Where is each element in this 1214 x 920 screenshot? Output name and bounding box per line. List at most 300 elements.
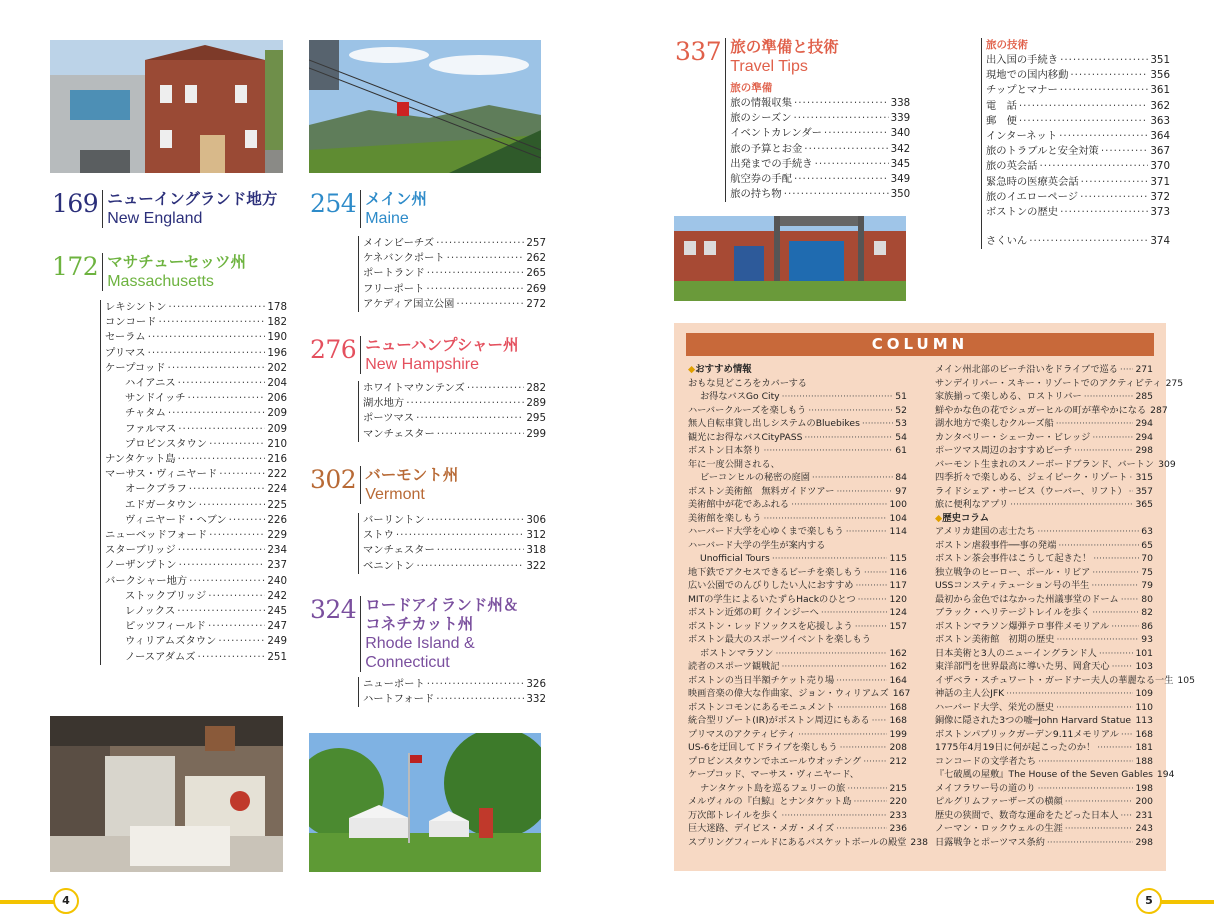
section-title-en: Travel Tips: [730, 58, 808, 75]
column-row[interactable]: [688, 809, 907, 823]
toc-row[interactable]: [105, 528, 287, 543]
column-row[interactable]: [935, 444, 1153, 458]
row-page: 110: [1135, 701, 1153, 713]
toc-row[interactable]: [363, 297, 546, 312]
toc-row[interactable]: [105, 376, 287, 391]
leader-dots: [1080, 190, 1148, 205]
photo-nh-museum: [50, 716, 283, 872]
row-label: ホワイトマウンテンズ: [363, 382, 465, 394]
visitor-center-gate-photo: [674, 216, 906, 301]
row-page: 339: [890, 112, 911, 125]
column-row[interactable]: [688, 660, 907, 674]
row-page: 51: [895, 391, 907, 402]
section-travel-tips: [675, 38, 910, 202]
leader-dots: [1101, 144, 1148, 159]
toc-row[interactable]: [105, 619, 287, 634]
row-page: 224: [267, 483, 287, 496]
toc-row[interactable]: [105, 437, 287, 452]
leader-dots: [208, 589, 265, 604]
row-label: ライドシェア・サービス（ウーバー、リフト）: [935, 485, 1127, 497]
page-number-left: 4: [53, 888, 79, 914]
row-page: 212: [889, 755, 907, 767]
row-page: 52: [895, 404, 907, 416]
toc-row[interactable]: [363, 528, 546, 543]
row-label: チャタム: [125, 407, 166, 420]
toc-row[interactable]: [363, 559, 546, 574]
row-page: 236: [889, 823, 907, 834]
row-label: サンドイッチ: [125, 392, 186, 405]
column-row[interactable]: [935, 539, 1153, 553]
column-row[interactable]: [935, 485, 1153, 499]
column-row[interactable]: [935, 755, 1153, 769]
row-page: 309: [1158, 458, 1176, 470]
section-title-jp: コネチカット州: [365, 615, 474, 633]
toc-row[interactable]: [105, 422, 287, 437]
toc-row[interactable]: [363, 266, 546, 281]
column-row[interactable]: [935, 809, 1153, 823]
leader-dots: [406, 396, 524, 411]
column-row[interactable]: [935, 579, 1153, 593]
leader-dots: [416, 411, 524, 426]
row-label: スプリングフィールドにあるバスケットボールの殿堂: [688, 836, 907, 848]
row-page: 240: [267, 574, 287, 587]
row-page: 340: [890, 127, 911, 140]
leader-dots: [1121, 593, 1140, 607]
leader-dots: [148, 346, 266, 361]
leader-dots: [1006, 687, 1133, 701]
row-page: 294: [1135, 431, 1153, 443]
toc-row[interactable]: [363, 427, 546, 442]
toc-row[interactable]: [105, 498, 287, 513]
column-row[interactable]: [688, 795, 907, 809]
section-title-jp: バーモント州: [365, 466, 459, 484]
row-label: ボストンの歴史: [986, 206, 1059, 219]
row-page: 80: [1141, 593, 1153, 605]
toc-row[interactable]: [986, 53, 1170, 68]
column-row[interactable]: [935, 687, 1153, 701]
toc-row[interactable]: [986, 205, 1170, 220]
leader-dots: [427, 513, 525, 528]
row-page: 312: [526, 529, 546, 542]
column-row[interactable]: [935, 363, 1153, 377]
leader-dots: [855, 579, 887, 593]
row-page: 216: [267, 453, 287, 466]
brick-building-photo: [50, 40, 283, 173]
row-label: ビーコンヒルの秘密の庭園: [700, 472, 810, 483]
row-label: メイフラワー号の道のり: [935, 782, 1036, 794]
row-page: 357: [1135, 485, 1153, 497]
row-page: 350: [890, 188, 911, 201]
toc-row[interactable]: [730, 96, 910, 111]
toc-row[interactable]: [105, 406, 287, 421]
leader-dots: [168, 406, 265, 421]
row-label: 観光にお得なバスCityPASS: [688, 431, 803, 443]
leader-dots: [199, 498, 266, 513]
column-row[interactable]: [688, 687, 911, 701]
column-row[interactable]: [935, 404, 1168, 418]
column-row[interactable]: [935, 471, 1153, 485]
leader-dots: [1039, 159, 1148, 174]
leader-dots: [168, 300, 265, 315]
leader-dots: [846, 525, 888, 539]
row-label: ポートランド: [363, 267, 425, 280]
leader-dots: [864, 566, 888, 580]
row-label: プロビンスタウン: [125, 437, 208, 450]
row-label: ナンタケット島: [105, 453, 176, 466]
toc-row[interactable]: [363, 396, 546, 411]
toc-rhode-island: [358, 677, 546, 707]
toc-row[interactable]: [105, 634, 287, 649]
toc-row[interactable]: [730, 111, 910, 126]
row-page: 194: [1156, 769, 1175, 780]
row-page: 168: [889, 701, 907, 713]
column-row[interactable]: [688, 620, 907, 634]
row-label: 旅のトラブルと安全対策: [986, 145, 1099, 158]
column-row[interactable]: [935, 431, 1153, 445]
row-label: おもな見どころをカバーする: [688, 377, 807, 389]
row-label: ボストンパブリックガーデン9.11メモリアル: [935, 728, 1119, 740]
row-page: 196: [267, 346, 287, 359]
row-page: 84: [895, 472, 907, 483]
column-box: [674, 323, 1195, 871]
row-page: 105: [1177, 674, 1195, 686]
section-maine: [310, 190, 427, 228]
column-row[interactable]: [935, 768, 1175, 782]
row-page: 178: [267, 301, 287, 313]
row-label: 万次郎トレイルを歩く: [688, 809, 780, 821]
row-label: 緊急時の医療英会話: [986, 175, 1079, 188]
column-row[interactable]: [935, 647, 1153, 661]
column-row[interactable]: [688, 498, 907, 512]
column-row[interactable]: [935, 377, 1184, 391]
mountain-tram-photo: [309, 40, 541, 173]
row-label: 湖水地方で楽しむクルーズ船: [935, 418, 1054, 429]
leader-dots: [840, 741, 888, 755]
photo-me-tramway: [309, 40, 541, 173]
leader-dots: [782, 660, 888, 674]
column-row[interactable]: [688, 633, 907, 647]
leader-dots: [1092, 431, 1133, 445]
leader-dots: [854, 795, 888, 809]
diamond-icon: ◆: [935, 512, 943, 524]
toc-row[interactable]: [363, 677, 546, 692]
column-row[interactable]: [688, 417, 907, 431]
column-row[interactable]: [935, 822, 1153, 836]
leader-dots: [784, 187, 889, 202]
row-label: ハイアニス: [125, 377, 176, 390]
row-page: 289: [526, 397, 546, 410]
row-label: プリマスのアクティビティ: [688, 728, 796, 740]
row-label: ボストン日本祭り: [688, 445, 762, 456]
column-row[interactable]: [688, 822, 907, 836]
column-heading: ◆おすすめ情報: [688, 364, 752, 375]
row-label: メルヴィルの『白鯨』とナンタケット島: [688, 796, 852, 807]
section-rhode-island: [310, 596, 518, 672]
toc-row[interactable]: [730, 157, 910, 172]
row-label: ボストン・レッドソックスを応援しよう: [688, 620, 853, 632]
column-row[interactable]: [935, 660, 1153, 674]
column-row[interactable]: [935, 633, 1153, 647]
row-page: 349: [890, 173, 911, 186]
column-row[interactable]: [935, 593, 1153, 607]
footer-line-left: [0, 900, 55, 904]
column-row[interactable]: [688, 755, 907, 769]
column-row[interactable]: [935, 525, 1153, 539]
toc-row[interactable]: [105, 543, 287, 558]
row-page: 365: [1135, 499, 1153, 510]
row-page: 234: [267, 544, 287, 557]
row-label: 日本美術と3人のニューイングランド人: [935, 647, 1097, 659]
leader-dots: [188, 391, 266, 406]
leader-dots: [764, 512, 888, 526]
row-label: 旅に便利なアプリ: [935, 499, 1009, 510]
toc-row[interactable]: [105, 300, 287, 315]
toc-row[interactable]: [986, 83, 1170, 98]
toc-row[interactable]: [105, 513, 287, 528]
row-label: メインビーチズ: [363, 237, 435, 249]
section-title-en: Rhode Island &: [365, 635, 475, 652]
row-label: ノーマン・ロックウェルの生涯: [935, 823, 1063, 834]
column-row[interactable]: [688, 606, 907, 620]
row-label: USSコンスティテューション号の半生: [935, 580, 1090, 591]
column-row[interactable]: [688, 485, 907, 499]
leader-dots: [1070, 68, 1148, 83]
toc-row[interactable]: [105, 391, 287, 406]
toc-row[interactable]: [363, 411, 546, 426]
column-row[interactable]: [935, 552, 1153, 566]
column-row[interactable]: [688, 836, 928, 850]
column-row[interactable]: [935, 836, 1153, 850]
leader-dots: [189, 482, 266, 497]
toc-row[interactable]: [986, 68, 1170, 83]
row-page: 117: [889, 580, 907, 591]
row-page: 200: [1135, 796, 1153, 807]
column-row[interactable]: [688, 525, 907, 539]
row-page: 70: [1141, 553, 1153, 564]
row-page: 275: [1165, 377, 1184, 389]
row-page: 245: [267, 605, 287, 618]
row-label: ボストン近郊の町 クインジーへ: [688, 607, 819, 618]
row-label: ボストン最大のスポーツイベントを楽しもう: [688, 634, 871, 645]
column-row[interactable]: [935, 674, 1195, 688]
row-label: マンチェスター: [363, 427, 435, 440]
section-title-en: Vermont: [365, 486, 425, 503]
row-page: 362: [1150, 99, 1170, 112]
row-label: ヴィニヤード・ヘブン: [125, 513, 227, 526]
row-page: 65: [1141, 539, 1153, 551]
leader-dots: [426, 282, 524, 297]
column-row[interactable]: [935, 417, 1153, 431]
row-page: 114: [889, 526, 907, 537]
column-row[interactable]: [688, 390, 907, 404]
section-title-en: New England: [107, 210, 203, 227]
row-label: バークシャー地方: [105, 574, 188, 587]
row-page: 356: [1150, 69, 1170, 82]
row-page: 373: [1150, 206, 1170, 219]
leader-dots: [781, 809, 887, 823]
column-row[interactable]: [688, 674, 907, 688]
toc-row[interactable]: [105, 330, 287, 345]
toc-row[interactable]: [986, 159, 1170, 174]
row-label: マーサス・ヴィニヤード: [105, 468, 218, 481]
toc-row[interactable]: [363, 692, 546, 707]
toc-row[interactable]: [105, 361, 287, 376]
column-row[interactable]: [688, 458, 907, 472]
toc-row[interactable]: [105, 574, 287, 589]
toc-row[interactable]: [730, 142, 910, 157]
row-page: 113: [1135, 715, 1153, 726]
toc-row[interactable]: [730, 126, 910, 141]
row-page: 269: [526, 282, 546, 295]
leader-dots: [436, 236, 524, 251]
toc-row[interactable]: [363, 251, 546, 266]
section-new-england: [52, 190, 277, 228]
column-row[interactable]: [688, 377, 907, 391]
row-label: エドガータウン: [125, 498, 197, 511]
toc-row[interactable]: [986, 175, 1170, 190]
row-page: 208: [889, 742, 907, 753]
row-label: ピルグリムファーザーズの横顔: [935, 796, 1063, 807]
toc-row[interactable]: [986, 114, 1170, 129]
toc-row[interactable]: [363, 282, 546, 297]
row-label: プリマス: [105, 346, 146, 359]
leader-dots: [177, 604, 265, 619]
toc-row[interactable]: [105, 482, 287, 497]
leader-dots: [416, 559, 524, 574]
toc-row[interactable]: [105, 604, 287, 619]
column-row[interactable]: [935, 741, 1153, 755]
leader-dots: [812, 471, 893, 485]
column-row[interactable]: [688, 431, 907, 445]
row-label: ブラック・ヘリテージトレイルを歩く: [935, 607, 1091, 618]
row-page: 318: [526, 544, 546, 557]
leader-dots: [1065, 795, 1134, 809]
toc-row[interactable]: [105, 467, 287, 482]
row-page: 115: [889, 553, 907, 564]
row-page: 54: [895, 431, 907, 443]
column-row[interactable]: [935, 458, 1176, 472]
column-row[interactable]: [688, 404, 907, 418]
row-page: 249: [267, 635, 287, 648]
leader-dots: [158, 315, 265, 330]
column-row[interactable]: [688, 512, 907, 526]
column-row[interactable]: [935, 728, 1153, 742]
leader-dots: [815, 157, 889, 172]
column-row[interactable]: [935, 795, 1153, 809]
toc-row[interactable]: [105, 558, 287, 573]
column-row[interactable]: [935, 606, 1153, 620]
row-page: 209: [267, 422, 287, 435]
toc-row[interactable]: [986, 190, 1170, 205]
leader-dots: [1060, 83, 1149, 98]
column-row[interactable]: [935, 566, 1153, 580]
toc-row[interactable]: [363, 543, 546, 558]
row-label: ボストンコモンにあるモニュメント: [688, 701, 835, 713]
toc-row[interactable]: [363, 236, 546, 251]
toc-row[interactable]: [986, 144, 1170, 159]
toc-row[interactable]: [986, 129, 1170, 144]
column-row[interactable]: [935, 701, 1153, 715]
leader-dots: [794, 172, 889, 187]
row-label: ポーツマス: [363, 412, 415, 425]
section-number: 172: [52, 252, 99, 281]
toc-row[interactable]: [730, 187, 910, 202]
column-row[interactable]: [935, 390, 1153, 404]
column-title: COLUMN: [686, 333, 1154, 356]
row-label: ポーツマス周辺のおすすめビーチ: [935, 445, 1073, 456]
leader-dots: [794, 96, 889, 111]
column-row[interactable]: [688, 552, 907, 566]
column-row[interactable]: [688, 593, 907, 607]
leader-dots: [1120, 809, 1133, 823]
row-page: 287: [1150, 404, 1168, 416]
column-row[interactable]: [688, 782, 907, 796]
column-row[interactable]: [935, 498, 1153, 512]
leader-dots: [1099, 647, 1134, 661]
column-row[interactable]: [688, 539, 907, 553]
toc-row[interactable]: [105, 650, 287, 665]
column-row[interactable]: [935, 714, 1153, 728]
column-list-right: [935, 363, 1195, 849]
row-label: アメリカ建国の志士たち: [935, 526, 1036, 537]
row-label: 四季折々で楽しめる、ジェイピーク・リゾート: [935, 472, 1128, 483]
column-row[interactable]: [688, 471, 907, 485]
page-number-right: 5: [1136, 888, 1162, 914]
leader-dots: [1010, 498, 1133, 512]
toc-massachusetts: [100, 300, 287, 665]
leader-dots: [1037, 525, 1139, 539]
row-page: 198: [1135, 782, 1153, 794]
leader-dots: [821, 606, 888, 620]
toc-row[interactable]: [105, 346, 287, 361]
row-label: 出発までの手続き: [730, 157, 813, 170]
column-row[interactable]: [688, 647, 907, 661]
leader-dots: [219, 467, 265, 482]
toc-row[interactable]: [363, 513, 546, 528]
column-row[interactable]: [688, 701, 907, 715]
column-row[interactable]: [688, 566, 907, 580]
leader-dots: [772, 552, 888, 566]
row-label: サンデイリバー・スキー・リゾートでのアクティビティ: [935, 377, 1162, 389]
row-label: ボストンマラソン: [700, 647, 774, 659]
column-row[interactable]: [688, 444, 907, 458]
row-label: 東洋部門を世界最高に導いた男、岡倉天心: [935, 661, 1110, 672]
column-row[interactable]: [688, 728, 907, 742]
row-page: 220: [889, 796, 907, 807]
leader-dots: [1056, 633, 1139, 647]
row-page: 315: [1135, 472, 1153, 483]
toc-row[interactable]: [363, 381, 546, 396]
toc-row[interactable]: [986, 99, 1170, 114]
column-row[interactable]: [688, 579, 907, 593]
column-row[interactable]: [935, 620, 1153, 634]
leader-dots: [229, 513, 266, 528]
toc-row[interactable]: [105, 452, 287, 467]
toc-row[interactable]: [105, 315, 287, 330]
row-page: 120: [889, 593, 907, 605]
toc-travel-tech: [986, 53, 1170, 220]
toc-row[interactable]: [105, 589, 287, 604]
column-row[interactable]: [688, 768, 907, 782]
column-row[interactable]: [688, 741, 907, 755]
column-row[interactable]: [935, 782, 1153, 796]
row-label: カンタベリー・シェーカー・ビレッジ: [935, 431, 1091, 443]
row-page: 257: [526, 237, 546, 249]
toc-row-index[interactable]: さくいん ····· 374: [986, 234, 1170, 249]
column-row[interactable]: [688, 714, 907, 728]
toc-row[interactable]: [730, 172, 910, 187]
leader-dots: [208, 619, 265, 634]
